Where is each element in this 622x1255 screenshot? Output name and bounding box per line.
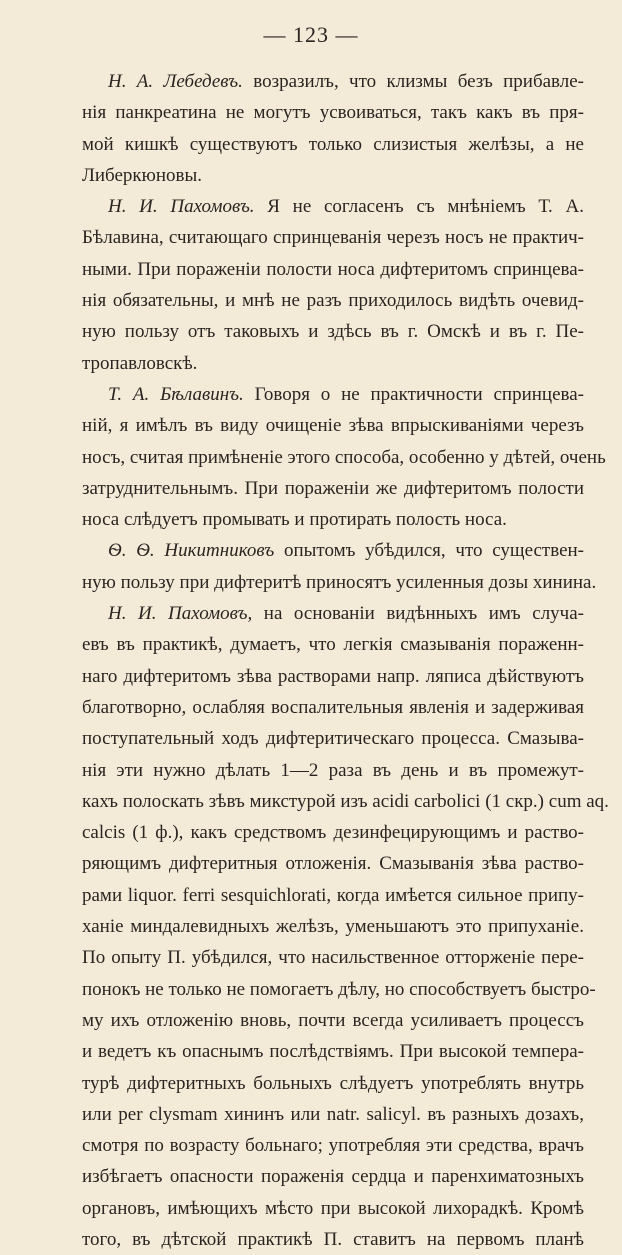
- line-text: носъ, считая примѣненіе этого способа, особенно у дѣтей, очень: [82, 446, 606, 468]
- speaker-name: Ѳ. Ѳ. Никитниковъ: [108, 540, 275, 562]
- text-line: [82, 1161, 584, 1192]
- text-line: [82, 880, 584, 911]
- line-text: органовъ, имѣющихъ мѣсто при высокой лихорадкѣ. Кромѣ: [82, 1197, 584, 1219]
- line-text: поступательный ходъ дифтеритическаго процесса. Смазыва-: [82, 728, 584, 750]
- line-text: евъ въ практикѣ, думаетъ, что легкія смазыванія пораженн-: [82, 634, 584, 656]
- text-line: [82, 692, 584, 723]
- line-text: благотворно, ослабляя воспалительныя явленія и задерживая: [82, 696, 584, 718]
- text-line: [82, 911, 584, 942]
- line-text: понокъ не только не помогаетъ дѣлу, но способствуетъ быстро-: [82, 978, 596, 1000]
- text-line: [82, 504, 584, 535]
- line-text: нія обязательны, и мнѣ не разъ приходилось видѣть очевид-: [82, 290, 584, 312]
- line-text: смотря по возрасту больнаго; употребляя эти средства, врачъ: [82, 1135, 584, 1157]
- text-line: [82, 661, 584, 692]
- line-text: ными. При пораженіи полости носа дифтеритомъ спринцева-: [82, 258, 584, 280]
- text-line: [82, 535, 584, 566]
- text-line: [82, 191, 584, 222]
- text-line: [82, 1036, 584, 1067]
- text-line: [82, 1130, 584, 1161]
- text-line: [82, 1099, 584, 1130]
- text-line: [82, 316, 584, 347]
- line-text: ханіе миндалевидныхъ желѣзъ, уменьшаютъ это припуханіе.: [82, 916, 584, 938]
- line-text: рами liquor. ferri sesquichlorati, когда имѣется сильное припу-: [82, 884, 584, 906]
- line-text: опытомъ убѣдился, что существен-: [274, 540, 584, 562]
- text-line: [82, 786, 609, 817]
- text-line: [82, 1068, 584, 1099]
- line-text: calcis (1 ф.), какъ средствомъ дезинфецирующимъ и раство-: [82, 822, 584, 844]
- speaker-name: Н. А. Лебедевъ.: [108, 71, 243, 92]
- line-text: ряющимъ дифтеритныя отложенія. Смазыванія зѣва раство-: [82, 853, 584, 875]
- line-text: Я не согласенъ съ мнѣніемъ Т. А.: [254, 196, 584, 218]
- speaker-name: Н. И. Пахомовъ.: [108, 196, 255, 218]
- line-text: носа слѣдуетъ промывать и протирать полость носа.: [82, 509, 507, 531]
- line-text: затруднительнымъ. При пораженіи же дифтеритомъ полости: [82, 477, 584, 499]
- text-line: [82, 160, 584, 191]
- text-line: [82, 723, 584, 754]
- line-text: турѣ дифтеритныхъ больныхъ слѣдуетъ употреблять внутрь: [82, 1072, 584, 1094]
- page-number: — 123 —: [263, 22, 359, 47]
- line-text: мой кишкѣ существуютъ только слизистыя желѣзы, а не: [82, 133, 584, 155]
- text-line: [82, 348, 584, 379]
- line-text: того, въ дѣтской практикѣ П. ставитъ на первомъ планѣ: [82, 1228, 584, 1250]
- line-text: По опыту П. убѣдился, что насильственное отторженіе пере-: [82, 947, 584, 969]
- text-line: [82, 129, 584, 160]
- speaker-name: Т. А. Бѣлавинъ.: [108, 383, 244, 405]
- line-text: Говоря о не практичности спринцева-: [243, 383, 584, 405]
- text-line: [82, 848, 584, 879]
- line-text: и ведетъ къ опаснымъ послѣдствіямъ. При высокой темпера-: [82, 1041, 584, 1063]
- line-text: или per clysmam хининъ или natr. salicyl. въ разныхъ дозахъ,: [82, 1103, 584, 1125]
- line-text: на основаніи видѣнныхъ имъ случа-: [252, 603, 584, 625]
- text-line: [82, 66, 584, 97]
- speaker-name: Н. И. Пахомовъ,: [108, 603, 253, 625]
- text-line: [82, 629, 584, 660]
- line-text: наго дифтеритомъ зѣва растворами напр. ляписа дѣйствуютъ: [82, 665, 584, 687]
- text-line: [82, 755, 584, 786]
- text-line: [82, 1224, 584, 1255]
- text-line: [82, 442, 606, 473]
- text-line: [82, 974, 596, 1005]
- text-line: [82, 817, 584, 848]
- line-text: кахъ полоскать зѣвъ микстурой изъ acidi carbolici (1 скр.) cum aq.: [82, 790, 609, 812]
- text-line: [82, 598, 584, 629]
- text-line: [82, 222, 584, 253]
- line-text: ную пользу при дифтеритѣ приносятъ усиленныя дозы хинина.: [82, 571, 597, 593]
- line-text: ную пользу отъ таковыхъ и здѣсь въ г. Омскѣ и въ г. Пе-: [82, 321, 584, 343]
- text-body: [82, 66, 609, 1255]
- line-text: му ихъ отложенію вновь, почти всегда усиливаетъ процессъ: [82, 1009, 584, 1031]
- text-line: [82, 410, 584, 441]
- text-line: [82, 285, 584, 316]
- line-text: Либеркюновы.: [82, 164, 202, 186]
- text-line: [82, 379, 584, 410]
- line-text: тропавловскѣ.: [82, 352, 198, 374]
- text-line: [82, 567, 597, 598]
- text-line: [82, 1005, 584, 1036]
- line-text: нія панкреатина не могутъ усвоиваться, такъ какъ въ пря-: [82, 102, 584, 124]
- text-line: [82, 473, 584, 504]
- line-text: нія эти нужно дѣлать 1—2 раза въ день и въ промежут-: [82, 759, 584, 781]
- text-line: [82, 254, 584, 285]
- text-line: [82, 942, 584, 973]
- text-line: [82, 97, 584, 128]
- line-text: избѣгаетъ опасности пораженія сердца и паренхиматозныхъ: [82, 1166, 584, 1188]
- line-text: ній, я имѣлъ въ виду очищеніе зѣва впрыскиваніями черезъ: [82, 415, 584, 437]
- line-text: возразилъ, что клизмы безъ прибавле-: [242, 71, 585, 92]
- text-line: [82, 1193, 584, 1224]
- line-text: Бѣлавина, считающаго спринцеванія черезъ носъ не практич-: [82, 227, 584, 249]
